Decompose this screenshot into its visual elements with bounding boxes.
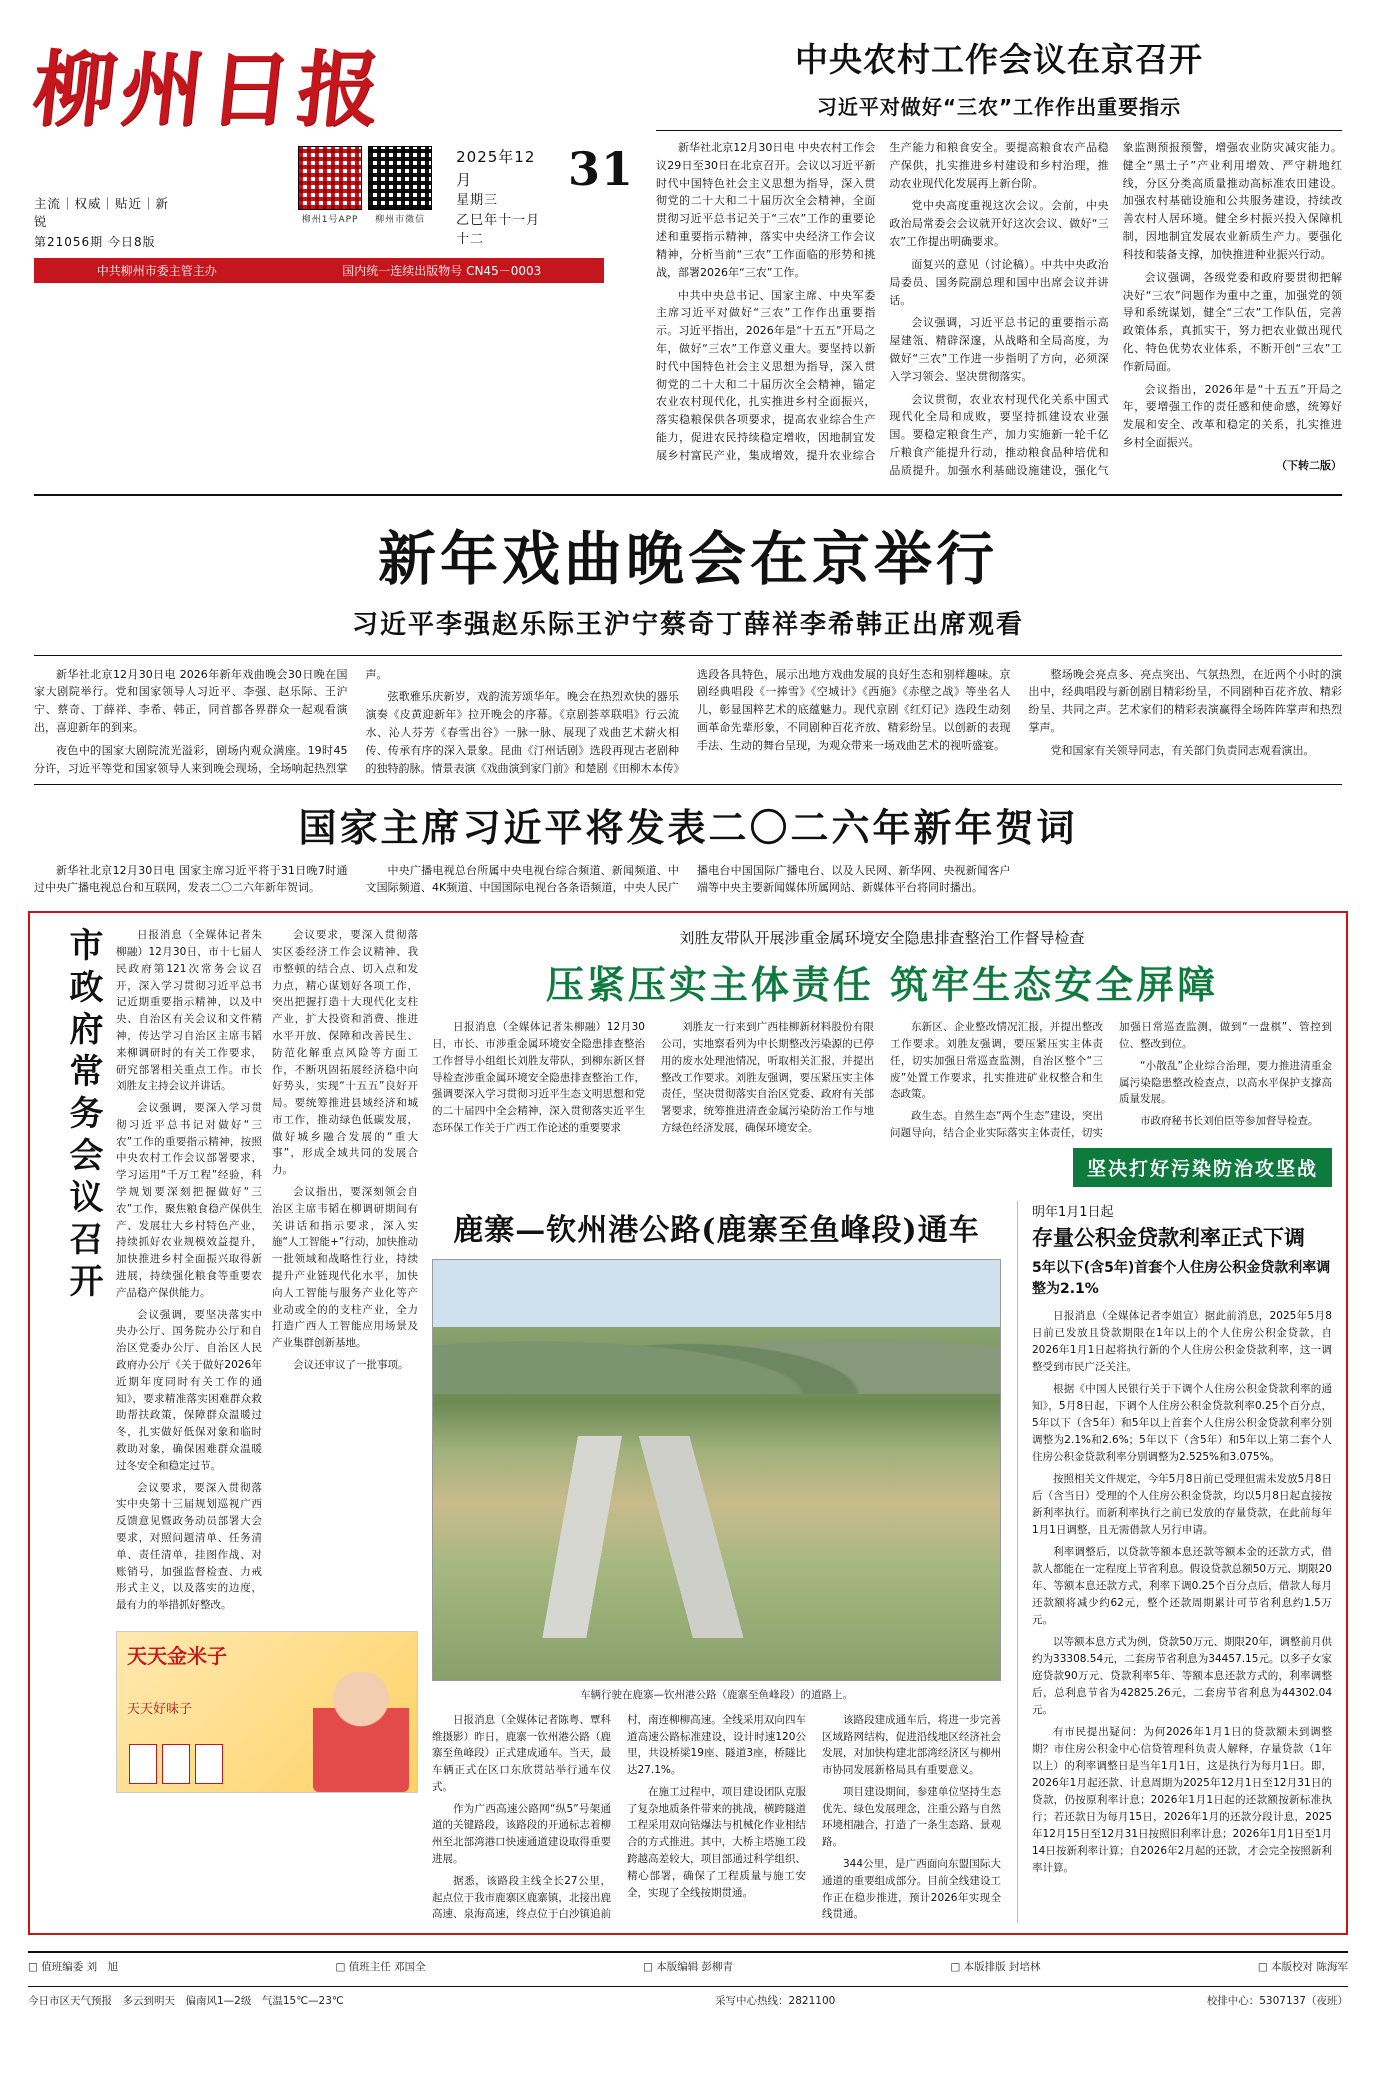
photo-caption: 车辆行驶在鹿寨—钦州港公路（鹿寨至鱼峰段）的道路上。 <box>580 1688 853 1701</box>
paragraph: 夜色中的国家大剧院流光溢彩，剧场内观众满座。19时45分许，习近平等党和国家领导人来到晚会现场，全场响起热烈掌声。 <box>34 667 388 775</box>
slogan: 主流｜权威｜贴近｜新锐 <box>34 195 170 229</box>
ad-subtitle: 天天好味子 <box>127 1702 193 1717</box>
qr-group <box>174 142 634 250</box>
side-headline: 存量公积金贷款利率正式下调 <box>1032 1224 1305 1250</box>
app-qr-icon[interactable] <box>298 146 362 210</box>
paragraph: 会议指出，2026年是“十五五”开局之年，要增强工作的责任感和使命感，统筹好发展和安全、改革和稳定的关系，扎实推进乡村全面振兴。 <box>1122 382 1342 449</box>
paragraph: 会议强调，要坚决落实中央办公厅、国务院办公厅和自治区党委办公厅、自治区人民政府办公厅《关于做好2026年近期年度同时有关工作的通知》，要求精准落实困难群众救助帮扶政策，保障群众温暖过冬，扎实做好低保对象和临时救助对象，确保困难群众温暖过冬安全和稳定过节。 <box>116 1308 262 1472</box>
footer-credit: □ 本版校对 陈海军 <box>1258 1959 1348 1974</box>
top-package <box>634 28 1342 480</box>
second-article-body <box>34 862 1342 898</box>
paragraph: 日报消息（全媒体记者李姐宣）据此前消息，2025年5月8日前已发放且贷款期限在1年以上的个人住房公积金贷款，自2026年1月1日起将执行新的个人住房公积金贷款利率，这一调整受到市民广泛关注。 <box>1032 1310 1332 1374</box>
side-kicker: 明年1月1日起 <box>1032 1204 1114 1220</box>
footer-credit: □ 本版编辑 彭柳青 <box>643 1959 733 1974</box>
paragraph: 党和国家有关领导同志，有关部门负责同志观看演出。 <box>1050 743 1315 757</box>
date-line-3: 乙巳年十一月十二 <box>456 212 541 247</box>
paragraph: 按照相关文件规定，今年5月8日前已受理但需未发放5月8日后（含当日）受理的个人住房公积金贷款，均以5月8日起直接按新利率执行。而新利率执行之前已发放的存量贷款，在此前每年1月1日调整，且无需借款人另行申请。 <box>1032 1473 1332 1537</box>
paragraph: 根据《中国人民银行关于下调个人住房公积金贷款利率的通知》，5月8日起，下调个人住房公积金贷款利率0.25个百分点，5年以下（含5年）和5年以上首套个人住房公积金贷款利率分别调整为2.1%和2.6%；5年以下（含5年）和5年以上第二套个人住房公积金贷款利率分别调整为2.525%和3.075%。 <box>1032 1383 1332 1464</box>
paragraph: 会议指出，要深刻领会自治区主席韦韬在柳调研期间有关讲话和指示要求，深入实施“人工智能+”行动，加快推动一批领域和战略性行业，持续提升产业链现代化水平，加快向人工智能与服务产业化等产业动或全的的支柱产业，全力打造广西人工智能应用场景及产业集群创新基地。 <box>272 1186 418 1350</box>
proofreading-info: 校排中心：5307137（夜班） <box>1206 1995 1348 2008</box>
paragraph: 新华社北京12月30日电 2026年新年戏曲晚会30日晚在国家大剧院举行。党和国家领导人习近平、李强、赵乐际、王沪宁、蔡奇、丁薛祥、李希、韩正，同首都各界群众一起观看演出，喜迎新年的到来。 <box>34 667 348 735</box>
paragraph: 新华社北京12月30日电 国家主席习近平将于31日晚7时通过中央广播电视总台和互联网，发表二〇二六年新年贺词。 <box>34 863 348 895</box>
byline: 日报消息（全媒体记者陈粤、覃科维摄影）昨日，鹿寨一钦州港公路（鹿寨至鱼峰段）正式建成通车。当天，最车辆正式在区口东欣贯站举行通车仪式。 <box>432 1713 611 1793</box>
paragraph: 在施工过程中，项目建设团队克服了复杂地质条件带来的挑战，横跨隧道工程采用双向钻爆法与机械化作业相结合的方式推进。其中，大桥主塔施工段跨越高差较大，项目部通过科学组织、精心部署，确保了工程质量与施工安全，实现了全线按期贯通。 <box>627 1785 806 1899</box>
app-qr-caption: 柳州1号APP <box>301 215 359 225</box>
paragraph: 有市民提出疑问：为何2026年1月1日的贷款额未到调整期？市住房公积金中心信贷管理科负责人解释，存量贷款（1年以上）的利率调整日是当年1月1日，这是执行为每月1日。即，2026年1月起还款、计息周期为2025年12月1日至12月31日的贷款，仍按原利率计息；2026年1月1日起的还款额按新标准执行；若还款日为每月15日，2026年1月的还款分段计息，2025年12月15日至12月31日按照旧利率计息；2026年1月1日至1月14日按新利率计算；自2026年2月起的还款，才会完全按照新利率计算。 <box>1032 1726 1332 1875</box>
paragraph: 会议还审议了一批事项。 <box>293 1359 409 1372</box>
highway-article <box>432 1201 1001 1924</box>
paragraph: 政生态。自然生态“两个生态”建设，突出问题导向，结合企业实际落实主体责任，切实加强日常巡查监测，做到“一盘棋”、管控到位、整改到位。 <box>890 1021 1332 1139</box>
paragraph: 面复兴的意见（讨论稿）。中共中央政治局委员、国务院副总理和国中出席会议并讲话。 <box>889 257 1109 307</box>
vertical-headline: 市政府常务会议召开 <box>63 927 103 1306</box>
footer-credit: □ 值班编委 刘 旭 <box>28 1959 118 1974</box>
footer-credit: □ 值班主任 邓国全 <box>335 1959 425 1974</box>
paragraph: 东新区、企业整改情况汇报，并提出整改工作要求。刘胜友强调，要压紧压实主体责任，切实加强日常巡查监测，自治区整个“三废”处置工作要求，扎实推进矿业权整合和生态政策。 <box>890 1021 1103 1101</box>
weather-info: 今日市区天气预报 多云到明天 偏南风1—2级 气温15℃—23℃ <box>28 1995 344 2008</box>
paragraph: 弦歌雅乐庆新岁，戏韵流芳颂华年。晚会在热烈欢快的器乐演奏《皮黄迎新年》拉开晚会的序幕。《京剧荟萃联唱》行云流水、沁人芬芳《春雪出谷》一脉一脉、展现了戏曲艺术薪火相传、传承有序的深入景象。昆曲《汀州话剧》选段再现古老剧种的独特韵脉。情景表演《戏曲演到家门前》和楚剧《田柳木本传》选段各具特色，展示出地方戏曲发展的良好生态和别样趣味。京剧经典唱段《一捧雪》《空城计》《西施》《赤壁之战》等坐名人儿，彰显国粹艺术的底蕴魅力。现代京剧《红灯记》选段生动刻画革命先辈形象，不同剧种百花齐放、精彩纷呈。以创新的表现手法、生动的舞台呈现，为观众带来一场戏曲艺术的视听盛宴。 <box>365 667 1011 775</box>
paragraph: 作为广西高速公路网“纵5”号架通道的关键路段，该路段的开通标志着柳州至北部湾港口快速通道建设取得重要进展。 <box>432 1802 611 1866</box>
paragraph: 会议强调，习近平总书记的重要指示高屋建瓴、精辟深邃，从战略和全局高度，为做好“三农”工作进一步指明了方向，必须深入学习领会、坚决贯彻落实。 <box>889 316 1109 383</box>
advertisement[interactable] <box>116 1631 418 1793</box>
page-footer-credits <box>28 1951 1348 1974</box>
byline: 日报消息（全媒体记者朱柳融）12月30日，市十七届人民政府第121次常务会议召开，深入学习贯彻习近平总书记近期重要指示精神，以及中央、自治区有关会议和文件精神，传达学习自治区主席韦韬来柳调研时的有关工作要求，研究部署相关重点工作。市长刘胜友主持会议并讲话。 <box>116 929 262 1093</box>
main-headline: 新年戏曲晚会在京举行 <box>377 524 998 593</box>
paragraph: 会议强调，各级党委和政府要贯彻把解决好“三农”问题作为重中之重，加强党的领导和系统谋划，健全“三农”工作队伍，完善政策体系，真抓实干，努力把农业做出现代化、特色优势农业体系，不断开创“三农”工作新局面。 <box>1122 270 1342 373</box>
ad-title: 天天金米子 <box>127 1644 227 1668</box>
wechat-qr-icon[interactable] <box>368 146 432 210</box>
side-body <box>1032 1308 1332 1882</box>
date-block <box>456 146 548 250</box>
paragraph: 利率调整后，以贷款等额本息还款等额本金的还款方式，借款人都能在一定程度上节省利息。假设贷款总额50万元、期限20年、等额本息还款方式，利率下调0.25个百分点后，借款人每月还款额将减少约62元，整个还款周期累计可节省利息约1.5万元。 <box>1032 1546 1332 1627</box>
campaign-slogan-badge: 坚决打好污染防治攻坚战 <box>1073 1148 1332 1187</box>
continue-note: （下转二版） <box>1275 458 1342 472</box>
footer-credit: □ 本版排版 封培林 <box>950 1959 1040 1974</box>
paragraph: 会议强调，要深入学习贯彻习近平总书记对做好“三农”工作的重要指示精神，按照中央农村工作会议部署要求，学习运用“千万工程”经验，科学规划要深刻把握做好“三农”工作，聚焦粮食稳产保供生产、发展壮大乡村特色产业，持续抓好农业规模效益提升，加快推进乡村全面振兴取得新进展，持续强化粮食等重要农产品稳产保供能力。 <box>116 1102 262 1299</box>
paragraph: 整场晚会亮点多、亮点突出、气氛热烈，在近两个小时的演出中，经典唱段与新创剧目精彩纷呈，不同剧种百花齐放、精彩纷呈、共同之声。艺术家们的精彩表演赢得全场阵阵掌声和热烈掌声。 <box>1028 667 1342 735</box>
hotline-info: 采写中心热线：2821100 <box>715 1995 836 2008</box>
paragraph: 会议贯彻，农业农村现代化关系中国式现代化全局和成败，要坚持抓建设农业强国。要稳定粮食生产，加力实施新一轮千亿斤粮食产能提升行动，推动粮食品种培优和品质提升。加强水利基础设施建设，强化气象监测预报预警，增强农业防灾减灾能力。健全“黑土子”产业利用增效、严守耕地红线，分区分类高质量推动高标准农田建设。加强农村基础设施和公共服务建设，持续改善农村人居环境。健全乡村振兴投入保障机制，因地制宜发展农业新质生产力。要强化科技和装备支撑，加快推进种业振兴行动。 <box>889 141 1342 477</box>
wechat-qr-caption: 柳州市微信 <box>375 215 426 225</box>
issue-info: 第21056期 今日8版 <box>34 234 156 249</box>
byline: 日报消息（全媒体记者朱柳融）12月30日，市长、市涉重金属环境安全隐患排查整治工作督导小组组长刘胜友带队，到柳东新区督导检查涉重金属环境安全隐患排查整治工作，强调要深入学习贯彻习近平生态文明思想和党的二十届四中全会精神，深入贯彻落实近平生态环保工作关于广西工作论述的重要要求 <box>432 1021 645 1134</box>
logo-text: 柳州日报 <box>28 41 391 138</box>
date-line-2: 星期三 <box>456 193 499 208</box>
inspection-body <box>432 1019 1332 1142</box>
page-footer-info <box>28 1986 1348 2008</box>
highway-body <box>432 1712 1001 1924</box>
top-headline: 中央农村工作会议在京召开 <box>795 40 1203 79</box>
paragraph: 会议要求，要深入贯彻落实中央第十三届规划巡视广西反馈意见暨政务动员部署大会要求，对照问题清单、任务清单、责任清单，挂图作战、对账销号，加强监督检查、力戒形式主义，以及落实的边度，最有力的举措抓好整改。 <box>116 1481 262 1612</box>
photo-headline: 鹿寨—钦州港公路(鹿寨至鱼峰段)通车 <box>453 1212 980 1248</box>
second-story-block <box>34 784 1342 898</box>
paragraph: 刘胜友一行来到广西桂柳新材料股份有限公司，实地察看列为中长期整改污染源的已停用的废水处理池情况，听取相关汇报，并提出整改工作要求。刘胜友强调，要压紧压实主体责任，坚决贯彻落实自治区党委、政府有关部署要求，统筹推进清查金属污染防治工作与地方绿色经济发展，确保环境安全。 <box>661 1021 874 1134</box>
masthead-left <box>28 28 634 480</box>
photo-road <box>490 1436 944 1638</box>
second-headline: 国家主席习近平将发表二〇二六年新年贺词 <box>298 804 1078 850</box>
paragraph: 以等额本息方式为例，贷款50万元、期限20年，调整前月供约为33308.54元，二套房节省利息为34457.15元。以多子女家庭贷款90万元、贷款利率5年、等额本息还款方式的，利率调整后，总利息节省为42825.26元，二套房节省利息为44302.04元。 <box>1032 1636 1332 1717</box>
paragraph: 党中央高度重视这次会议。会前，中央政治局常委会会议就开好这次会议、做好“三农”工作提出明确要求。 <box>889 199 1109 249</box>
top-article-body <box>656 139 1342 480</box>
photo-hills <box>433 1302 1000 1394</box>
housing-fund-article <box>1017 1201 1332 1924</box>
divider <box>656 130 1342 131</box>
newspaper-logo <box>28 28 634 138</box>
highway-photo <box>432 1259 1001 1681</box>
masthead-red-bar <box>34 258 604 283</box>
paragraph: 该路段建成通车后，将进一步完善区域路网结构，促进沿线地区经济社会发展，对加快构建北部湾经济区与柳州市协同发展新格局具有重要意义。 <box>822 1713 1001 1777</box>
top-subhead: 习近平对做好“三农”工作作出重要指示 <box>816 95 1182 119</box>
masthead-slogan-block <box>34 142 634 250</box>
environment-inspection-article <box>432 927 1332 1923</box>
green-headline: 压紧压实主体责任 筑牢生态安全屏障 <box>545 962 1219 1008</box>
paragraph: 会议要求，要深入贯彻落实区委经济工作会议精神、我市整顿的结合点、切入点和发力点，精心谋划好各项工作，突出把握打造十大现代化支柱产业，扩大投资和消费、推进水平开放、保障和改善民生、防范化解重点风险等方面工作，不断巩固拓展经济稳中向好势头，实现“十五五”良好开局。要统筹推进县域经济和城市工作，推动绿色低碳发展，做好城乡融合发展的“重大事”，形成全域共同的发展合力。 <box>272 929 418 1177</box>
photo-story-section <box>432 1201 1332 1924</box>
date-line-1: 2025年12月 <box>456 148 536 189</box>
paragraph: 项目建设期间，参建单位坚持生态优先、绿色发展理念，注重公路与自然环境相融合，打造了一条生态路、景观路。 <box>822 1785 1001 1849</box>
paragraph: 市政府秘书长刘伯臣等参加督导检查。 <box>1140 1115 1319 1128</box>
paragraph: 据悉，该路段主线全长27公里，起点位于我市鹿寨区鹿寨镇，北接出鹿高速、泉海高速，终点位于白沙镇追前村，南连柳柳高速。全线采用双向四车道高速公路标准建设，设计时速120公里，共设桥梁19座、隧道3座，桥隧比达27.1%。 <box>432 1713 806 1921</box>
main-article-body <box>34 666 1342 778</box>
publisher-label: 中共柳州市委主管主办 <box>96 263 217 278</box>
masthead <box>0 0 1376 480</box>
main-subhead: 习近平李强赵乐际王沪宁蔡奇丁薛祥李希韩正出席观看 <box>351 609 1024 640</box>
paragraph: 中共中央总书记、国家主席、中央军委主席习近平对做好“三农”工作作出重要指示。习近平指出，2026年是“十五五”开局之年，做好“三农”工作意义重大。要坚持以新时代中国特色社会主义思想为指导，深入贯彻党的二十大和二十届历次全会精神，锚定农业农村现代化，扎实推进乡村全面振兴，落实稳粮保供各项要求，提高农业综合生产能力，促进农民持续稳定增收，因地制宜发展乡村富民产业，集成增效，提升农业综合生产能力和粮食安全。要提高粮食农产品稳产保供，扎实推进乡村建设和乡村治理，推动农业现代化发展再上新台阶。 <box>656 141 1109 462</box>
ad-product-boxes <box>129 1744 223 1784</box>
day-number: 31 <box>567 142 634 196</box>
cn-number: 国内统一连续出版物号 CN45－0003 <box>342 263 542 278</box>
side-lead: 5年以下(含5年)首套个人住房公积金贷款利率调整为2.1% <box>1032 1260 1331 1298</box>
red-bordered-section <box>28 911 1348 1935</box>
paragraph: “小散乱”企业综合治理，要力推进清重金属污染隐患整改检查点，以高水平保护支撑高质量发展。 <box>1119 1059 1332 1106</box>
city-council-article <box>116 927 418 1923</box>
main-headline-block <box>34 494 1342 656</box>
paragraph: 344公里，是广西面向东盟国际大通道的重要组成部分。目前全线建设工作正在稳步推进，预计2026年实现全线贯通。 <box>822 1858 1001 1921</box>
paragraph: 新华社北京12月30日电 中央农村工作会议29日至30日在北京召开。会议以习近平新时代中国特色社会主义思想为指导，深入贯彻党的二十大和二十届历次全会精神，全面贯彻习近平总书记关于“三农”工作的重要论述和重要指示精神，落实中央经济工作会议精神，分析当前“三农”工作面临的形势和挑战，部署2026年“三农”工作。 <box>656 141 876 279</box>
ad-person-image <box>313 1672 409 1792</box>
paragraph: 中央广播电视总台所属中央电视台综合频道、新闻频道、中文国际频道、4K频道、中国国际电视台各条语频道，中央人民广播电台中国国际广播电台、以及人民网、新华网、央视新闻客户端等中央主要新闻媒体所属网站、新媒体平台将同时播出。 <box>365 863 1011 895</box>
article-kicker: 刘胜友带队开展涉重金属环境安全隐患排查整治工作督导检查 <box>679 929 1085 948</box>
